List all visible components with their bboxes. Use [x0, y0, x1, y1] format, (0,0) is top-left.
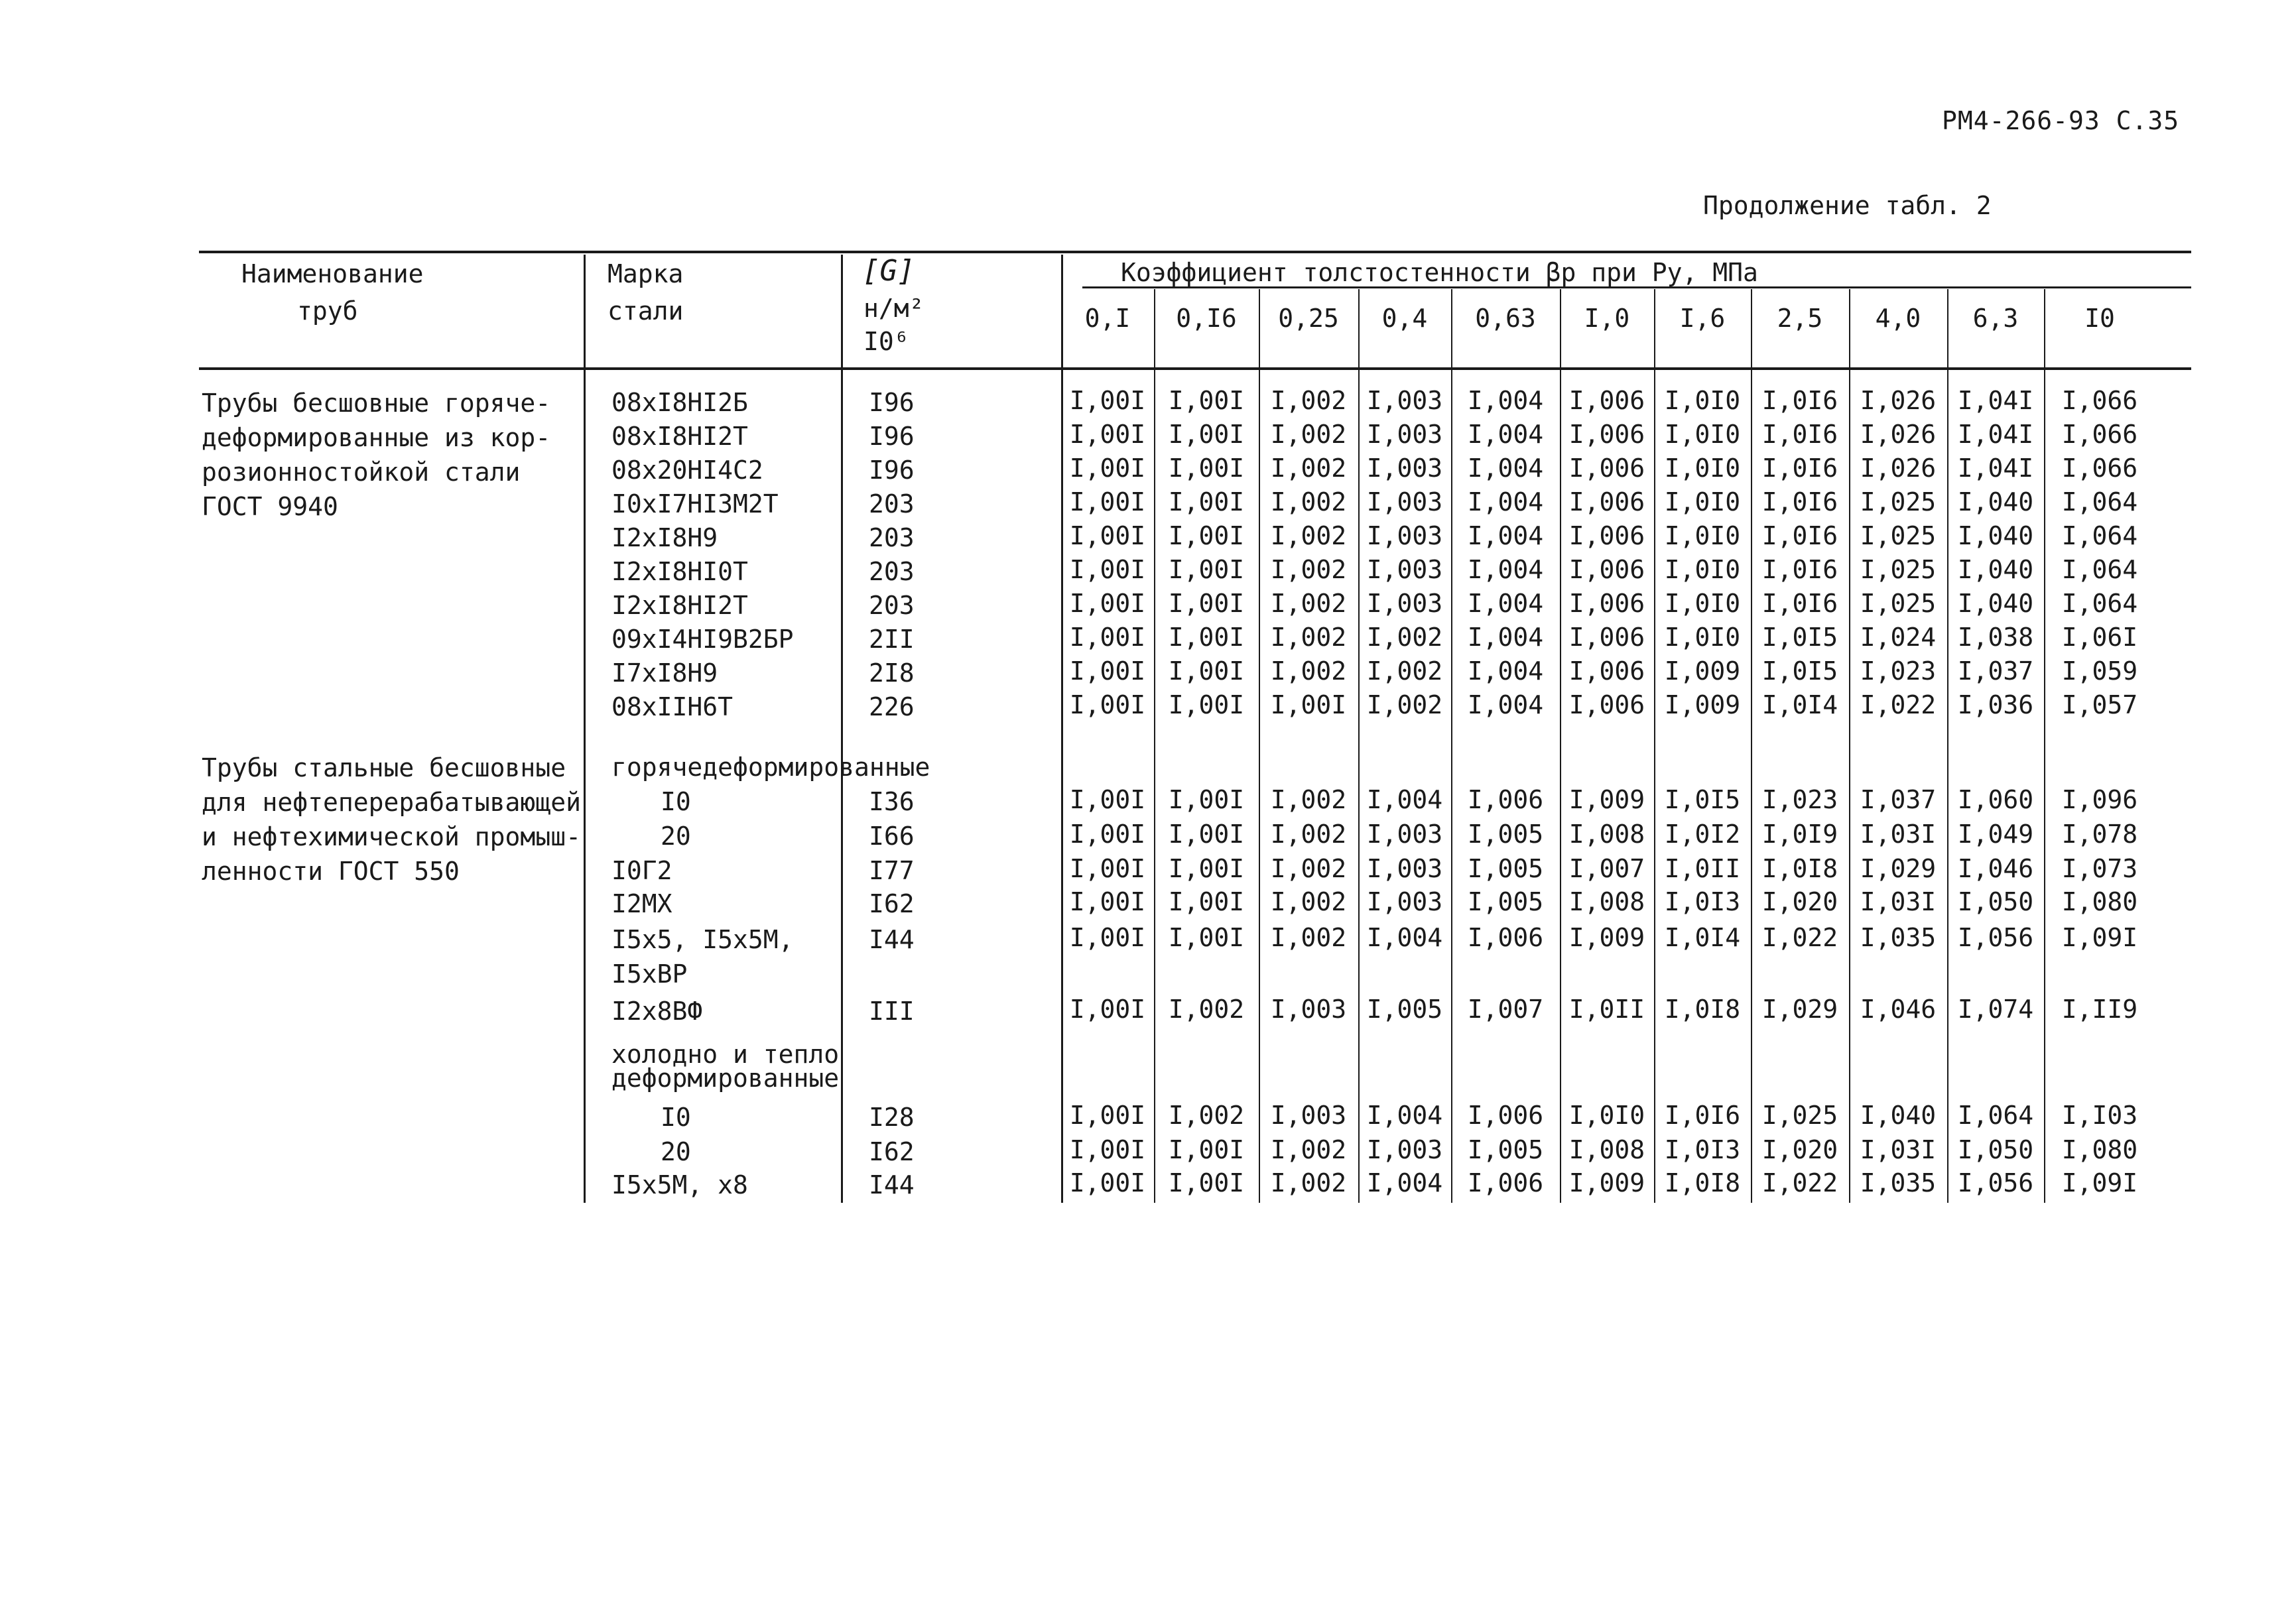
coefficient-cell: I,00I	[1168, 820, 1245, 849]
coefficient-cell: I,064	[2061, 555, 2138, 584]
coefficient-cell: I,066	[2061, 420, 2138, 449]
coefficient-cell: I,00I	[1168, 854, 1245, 883]
coefficient-cell: I,00I	[1168, 656, 1245, 686]
coefficient-cell: I,003	[1270, 995, 1347, 1024]
coefficient-cell: I,035	[1860, 1168, 1937, 1198]
coefficient-cell: I,004	[1366, 1168, 1443, 1198]
header-coefficient-title: Коэффициент толстостенности βр при Ру, МПа	[1121, 258, 1758, 287]
coefficient-cell: I,0I6	[1761, 454, 1838, 483]
coefficient-cell: I,04I	[1957, 386, 2034, 415]
coefficient-cell: I,04I	[1957, 454, 2034, 483]
steel-grade: I2х8ВФ	[611, 997, 703, 1026]
coefficient-cell: I,040	[1957, 487, 2034, 517]
coefficient-cell: I,009	[1568, 785, 1645, 814]
coefficient-cell: I,003	[1366, 420, 1443, 449]
allowable-stress: 203	[869, 591, 915, 620]
allowable-stress: I44	[869, 925, 915, 954]
coefficient-cell: I,002	[1366, 623, 1443, 652]
steel-grade: I0	[661, 1103, 691, 1132]
coefficient-cell: I,00I	[1069, 656, 1146, 686]
coefficient-cell: I,080	[2061, 1135, 2138, 1164]
coefficient-cell: I,005	[1467, 854, 1544, 883]
coefficient-cell: I,004	[1366, 923, 1443, 952]
subgroup-label: деформированные	[611, 1064, 840, 1093]
coefficient-cell: I,026	[1860, 386, 1937, 415]
coefficient-cell: I,003	[1366, 454, 1443, 483]
coefficient-cell: I,009	[1664, 656, 1741, 686]
coefficient-cell: I,064	[2061, 589, 2138, 618]
allowable-stress: 2I8	[869, 658, 915, 688]
coefficient-cell: I,00I	[1270, 690, 1347, 719]
steel-grade: I7хI8Н9	[611, 658, 718, 688]
steel-grade: I5х5М, х8	[611, 1170, 748, 1199]
steel-grade: I2хI8НI2Т	[611, 591, 748, 620]
table-continuation-caption: Продолжение табл. 2	[1703, 191, 1992, 220]
coefficient-cell: I,046	[1860, 995, 1937, 1024]
coefficient-cell: I,0I6	[1664, 1101, 1741, 1130]
coefficient-cell: I,002	[1168, 995, 1245, 1024]
coefficient-cell: I,003	[1366, 820, 1443, 849]
coefficient-cell: I,008	[1568, 820, 1645, 849]
coefficient-cell: I,003	[1270, 1101, 1347, 1130]
coefficient-cell: I,002	[1270, 555, 1347, 584]
header-pressure-value: 4,0	[1875, 304, 1921, 333]
coefficient-cell: I,006	[1568, 420, 1645, 449]
coefficient-cell: I,002	[1270, 887, 1347, 916]
coefficient-cell: I,00I	[1168, 589, 1245, 618]
coefficient-cell: I,059	[2061, 656, 2138, 686]
coefficient-cell: I,009	[1568, 1168, 1645, 1198]
coefficient-cell: I,050	[1957, 1135, 2034, 1164]
header-steel-line: стали	[607, 296, 684, 326]
coefficient-cell: I,022	[1761, 1168, 1838, 1198]
coefficient-cell: I,004	[1467, 420, 1544, 449]
coefficient-cell: I,00I	[1069, 923, 1146, 952]
coefficient-cell: I,006	[1568, 690, 1645, 719]
coefficient-cell: I,006	[1467, 785, 1544, 814]
coefficient-cell: I,0I6	[1761, 521, 1838, 550]
coefficient-cell: I,00I	[1069, 420, 1146, 449]
coefficient-cell: I,0I6	[1761, 589, 1838, 618]
coefficient-cell: I,0I6	[1761, 555, 1838, 584]
coefficient-cell: I,006	[1467, 1101, 1544, 1130]
coefficient-cell: I,025	[1860, 521, 1937, 550]
coefficient-cell: I,023	[1860, 656, 1937, 686]
coefficient-cell: I,03I	[1860, 820, 1937, 849]
coefficient-cell: I,00I	[1069, 555, 1146, 584]
coefficient-cell: I,03I	[1860, 1135, 1937, 1164]
coefficient-cell: I,0I4	[1664, 923, 1741, 952]
coefficient-cell: I,00I	[1069, 386, 1146, 415]
coefficient-cell: I,0I5	[1664, 785, 1741, 814]
coefficient-cell: I,006	[1568, 656, 1645, 686]
coefficient-cell: I,00I	[1168, 1168, 1245, 1198]
header-sigma-symbol: [G]	[862, 254, 915, 288]
coefficient-cell: I,00I	[1168, 785, 1245, 814]
coefficient-cell: I,09I	[2061, 923, 2138, 952]
coefficient-cell: I,0I5	[1761, 623, 1838, 652]
coefficient-cell: I,002	[1270, 454, 1347, 483]
coefficient-cell: I,056	[1957, 1168, 2034, 1198]
coefficient-cell: I,003	[1366, 1135, 1443, 1164]
allowable-stress: 2II	[869, 625, 915, 654]
header-steel-line: Марка	[607, 259, 684, 288]
coefficient-cell: I,00I	[1168, 923, 1245, 952]
coefficient-cell: I,004	[1467, 656, 1544, 686]
coefficient-cell: I,005	[1467, 887, 1544, 916]
coefficient-cell: I,06I	[2061, 623, 2138, 652]
header-pressure-value: I,6	[1679, 304, 1726, 333]
coefficient-cell: I,002	[1270, 1135, 1347, 1164]
coefficient-cell: I,024	[1860, 623, 1937, 652]
header-pressure-value: I,0	[1584, 304, 1630, 333]
header-sigma-scale: I0⁶	[863, 327, 909, 356]
coefficient-cell: I,006	[1568, 623, 1645, 652]
steel-grade: 08хI8НI2Б	[611, 388, 748, 417]
coefficient-cell: I,003	[1366, 555, 1443, 584]
coefficient-cell: I,00I	[1069, 887, 1146, 916]
coefficient-cell: I,036	[1957, 690, 2034, 719]
coefficient-cell: I,003	[1366, 887, 1443, 916]
coefficient-cell: I,080	[2061, 887, 2138, 916]
coefficient-cell: I,022	[1761, 923, 1838, 952]
coefficient-cell: I,002	[1270, 656, 1347, 686]
coefficient-cell: I,002	[1270, 589, 1347, 618]
header-pressure-value: 6,3	[1972, 304, 2019, 333]
steel-grade: 08хI8НI2Т	[611, 422, 748, 451]
coefficient-cell: I,09I	[2061, 1168, 2138, 1198]
coefficient-cell: I,004	[1467, 487, 1544, 517]
coefficient-cell: I,00I	[1069, 820, 1146, 849]
coefficient-cell: I,0I0	[1664, 555, 1741, 584]
steel-grade: 20	[661, 1137, 691, 1166]
coefficient-cell: I,00I	[1069, 854, 1146, 883]
coefficient-cell: I,0I0	[1664, 420, 1741, 449]
allowable-stress: I77	[869, 856, 915, 885]
coefficient-cell: I,0I6	[1761, 487, 1838, 517]
coefficient-cell: I,022	[1860, 690, 1937, 719]
coefficient-cell: I,00I	[1069, 487, 1146, 517]
header-pressure-value: 0,I	[1084, 304, 1131, 333]
allowable-stress: 203	[869, 489, 915, 519]
coefficient-cell: I,006	[1568, 589, 1645, 618]
coefficient-cell: I,00I	[1168, 386, 1245, 415]
group-name-line: Трубы бесшовные горяче-	[202, 389, 551, 418]
subgroup-label: холодно и тепло	[611, 1040, 840, 1069]
coefficient-cell: I,007	[1568, 854, 1645, 883]
coefficient-cell: I,04I	[1957, 420, 2034, 449]
allowable-stress: I62	[869, 1137, 915, 1166]
coefficient-cell: I,0I0	[1664, 454, 1741, 483]
group-name-line: ГОСТ 9940	[202, 492, 338, 521]
coefficient-cell: I,029	[1761, 995, 1838, 1024]
coefficient-cell: I,004	[1467, 690, 1544, 719]
coefficient-cell: I,00I	[1069, 690, 1146, 719]
allowable-stress: III	[869, 997, 915, 1026]
coefficient-cell: I,004	[1467, 521, 1544, 550]
coefficient-cell: I,004	[1467, 386, 1544, 415]
coefficient-cell: I,004	[1467, 454, 1544, 483]
coefficient-cell: I,00I	[1168, 555, 1245, 584]
coefficient-cell: I,002	[1270, 820, 1347, 849]
coefficient-cell: I,004	[1467, 589, 1544, 618]
coefficient-cell: I,0I5	[1761, 656, 1838, 686]
table-column-rule	[841, 255, 843, 1203]
steel-grade: I0хI7НI3М2Т	[611, 489, 779, 519]
coefficient-cell: I,002	[1366, 690, 1443, 719]
coefficient-cell: I,004	[1366, 785, 1443, 814]
coefficient-cell: I,003	[1366, 854, 1443, 883]
coefficient-cell: I,023	[1761, 785, 1838, 814]
steel-grade: I0	[661, 787, 691, 816]
coefficient-cell: I,0I0	[1664, 623, 1741, 652]
coefficient-cell: I,025	[1860, 487, 1937, 517]
coefficient-cell: I,029	[1860, 854, 1937, 883]
steel-grade: I5хВР	[611, 959, 688, 989]
group-name-line: Трубы стальные бесшовные	[202, 753, 566, 782]
steel-grade: 08х20НI4С2	[611, 456, 763, 485]
coefficient-cell: I,066	[2061, 454, 2138, 483]
coefficient-cell: I,040	[1957, 521, 2034, 550]
coefficient-cell: I,026	[1860, 454, 1937, 483]
coefficient-cell: I,035	[1860, 923, 1937, 952]
coefficient-cell: I,002	[1270, 1168, 1347, 1198]
coefficient-cell: I,003	[1366, 589, 1443, 618]
coefficient-cell: I,002	[1270, 923, 1347, 952]
coefficient-cell: I,006	[1568, 386, 1645, 415]
coefficient-cell: I,008	[1568, 1135, 1645, 1164]
coefficient-cell: I,0II	[1568, 995, 1645, 1024]
header-sigma-unit: н/м²	[863, 294, 925, 323]
coefficient-cell: I,00I	[1069, 589, 1146, 618]
steel-grade: I5х5, I5х5М,	[611, 925, 794, 954]
coefficient-cell: I,0I9	[1761, 820, 1838, 849]
coefficient-cell: I,096	[2061, 785, 2138, 814]
group-name-line: розионностойкой стали	[202, 458, 521, 487]
coefficient-cell: I,II9	[2061, 995, 2138, 1024]
coefficient-cell: I,00I	[1168, 887, 1245, 916]
coefficient-cell: I,037	[1957, 656, 2034, 686]
coefficient-cell: I,057	[2061, 690, 2138, 719]
steel-grade: 08хIIН6Т	[611, 692, 733, 721]
coefficient-cell: I,00I	[1069, 785, 1146, 814]
coefficient-cell: I,00I	[1168, 1135, 1245, 1164]
steel-grade: I2МХ	[611, 889, 672, 918]
coefficient-cell: I,074	[1957, 995, 2034, 1024]
coefficient-cell: I,0I8	[1664, 995, 1741, 1024]
coefficient-cell: I,003	[1366, 521, 1443, 550]
coefficient-cell: I,006	[1467, 923, 1544, 952]
coefficient-cell: I,00I	[1069, 1101, 1146, 1130]
coefficient-cell: I,005	[1366, 995, 1443, 1024]
coefficient-cell: I,0I0	[1568, 1101, 1645, 1130]
coefficient-cell: I,066	[2061, 386, 2138, 415]
allowable-stress: 203	[869, 523, 915, 552]
coefficient-cell: I,0I0	[1664, 487, 1741, 517]
coefficient-cell: I,073	[2061, 854, 2138, 883]
coefficient-cell: I,0I0	[1664, 589, 1741, 618]
coefficient-cell: I,009	[1568, 923, 1645, 952]
coefficient-cell: I,005	[1467, 1135, 1544, 1164]
coefficient-cell: I,0I0	[1664, 521, 1741, 550]
header-pressure-value: 0,4	[1381, 304, 1428, 333]
allowable-stress: I44	[869, 1170, 915, 1199]
allowable-stress: I28	[869, 1103, 915, 1132]
coefficient-cell: I,009	[1664, 690, 1741, 719]
coefficient-cell: I,00I	[1168, 420, 1245, 449]
allowable-stress: I66	[869, 822, 915, 851]
header-pressure-value: 2,5	[1777, 304, 1823, 333]
coefficient-cell: I,004	[1467, 555, 1544, 584]
coefficient-cell: I,00I	[1069, 521, 1146, 550]
coefficient-cell: I,00I	[1168, 487, 1245, 517]
group-name-line: и нефтехимической промыш-	[202, 822, 581, 851]
coefficient-cell: I,002	[1168, 1101, 1245, 1130]
coefficient-cell: I,025	[1860, 589, 1937, 618]
header-name-line: Наименование	[241, 259, 424, 288]
coefficient-cell: I,008	[1568, 887, 1645, 916]
coefficient-cell: I,002	[1270, 623, 1347, 652]
header-name-line: труб	[297, 296, 358, 326]
coefficient-cell: I,002	[1270, 521, 1347, 550]
allowable-stress: I36	[869, 787, 915, 816]
group-name-line: для нефтеперерабатывающей	[202, 788, 581, 817]
coefficient-cell: I,064	[2061, 487, 2138, 517]
coefficient-cell: I,006	[1568, 521, 1645, 550]
steel-grade: 20	[661, 822, 691, 851]
document-code: РМ4-266-93 С.35	[1942, 106, 2180, 135]
coefficient-cell: I,049	[1957, 820, 2034, 849]
steel-grade: 09хI4НI9В2БР	[611, 625, 794, 654]
coefficient-cell: I,00I	[1069, 623, 1146, 652]
coefficient-cell: I,00I	[1069, 995, 1146, 1024]
coefficient-cell: I,060	[1957, 785, 2034, 814]
coefficient-cell: I,078	[2061, 820, 2138, 849]
steel-grade: I2хI8НI0Т	[611, 557, 748, 586]
coefficient-cell: I,004	[1366, 1101, 1443, 1130]
coefficient-cell: I,037	[1860, 785, 1937, 814]
coefficient-cell: I,0I8	[1664, 1168, 1741, 1198]
table-header-bottom-rule	[199, 367, 2191, 370]
coefficient-cell: I,007	[1467, 995, 1544, 1024]
coefficient-cell: I,006	[1467, 1168, 1544, 1198]
coefficient-cell: I,020	[1761, 887, 1838, 916]
coefficient-cell: I,026	[1860, 420, 1937, 449]
coefficient-cell: I,025	[1761, 1101, 1838, 1130]
header-pressure-value: 0,63	[1475, 304, 1536, 333]
coefficient-cell: I,03I	[1860, 887, 1937, 916]
subgroup-label: горячедеформированные	[611, 753, 930, 782]
coefficient-cell: I,0I6	[1761, 386, 1838, 415]
allowable-stress: 203	[869, 557, 915, 586]
coefficient-cell: I,0I6	[1761, 420, 1838, 449]
coefficient-cell: I,025	[1860, 555, 1937, 584]
coefficient-cell: I,0I2	[1664, 820, 1741, 849]
allowable-stress: 226	[869, 692, 915, 721]
coefficient-cell: I,00I	[1168, 623, 1245, 652]
coefficient-cell: I,040	[1957, 589, 2034, 618]
coefficient-cell: I,006	[1568, 454, 1645, 483]
coefficient-cell: I,002	[1366, 656, 1443, 686]
header-pressure-value: 0,25	[1278, 304, 1339, 333]
group-name-line: деформированные из кор-	[202, 423, 551, 452]
coefficient-cell: I,00I	[1168, 521, 1245, 550]
coefficient-cell: I,056	[1957, 923, 2034, 952]
coefficient-cell: I,003	[1366, 386, 1443, 415]
coefficient-cell: I,020	[1761, 1135, 1838, 1164]
coefficient-cell: I,0I0	[1664, 386, 1741, 415]
coefficient-cell: I,00I	[1168, 690, 1245, 719]
coefficient-cell: I,005	[1467, 820, 1544, 849]
coefficient-cell: I,00I	[1168, 454, 1245, 483]
coefficient-cell: I,040	[1957, 555, 2034, 584]
coefficient-cell: I,050	[1957, 887, 2034, 916]
coefficient-cell: I,00I	[1069, 1135, 1146, 1164]
coefficient-cell: I,040	[1860, 1101, 1937, 1130]
group-name-line: ленности ГОСТ 550	[202, 857, 460, 886]
allowable-stress: I96	[869, 456, 915, 485]
coefficient-cell: I,004	[1467, 623, 1544, 652]
coefficient-cell: I,038	[1957, 623, 2034, 652]
coefficient-cell: I,0I4	[1761, 690, 1838, 719]
coefficient-cell: I,002	[1270, 420, 1347, 449]
coefficient-cell: I,00I	[1069, 1168, 1146, 1198]
coefficient-cell: I,0I8	[1761, 854, 1838, 883]
coefficient-cell: I,002	[1270, 854, 1347, 883]
table-top-rule	[199, 251, 2191, 253]
allowable-stress: I96	[869, 422, 915, 451]
coefficient-cell: I,I03	[2061, 1101, 2138, 1130]
coefficient-cell: I,003	[1366, 487, 1443, 517]
coefficient-cell: I,064	[1957, 1101, 2034, 1130]
header-pressure-value: 0,I6	[1176, 304, 1237, 333]
coefficient-cell: I,002	[1270, 785, 1347, 814]
allowable-stress: I62	[869, 889, 915, 918]
coefficient-cell: I,046	[1957, 854, 2034, 883]
steel-grade: I2хI8Н9	[611, 523, 718, 552]
header-pressure-value: I0	[2084, 304, 2115, 333]
steel-grade: I0Г2	[611, 856, 672, 885]
coefficient-cell: I,064	[2061, 521, 2138, 550]
coefficient-cell: I,006	[1568, 487, 1645, 517]
coefficient-cell: I,006	[1568, 555, 1645, 584]
coefficient-cell: I,002	[1270, 386, 1347, 415]
coefficient-cell: I,0I3	[1664, 1135, 1741, 1164]
table-column-rule	[584, 255, 586, 1203]
coefficient-cell: I,00I	[1069, 454, 1146, 483]
coefficient-cell: I,0I3	[1664, 887, 1741, 916]
coefficient-cell: I,0II	[1664, 854, 1741, 883]
allowable-stress: I96	[869, 388, 915, 417]
coefficient-cell: I,002	[1270, 487, 1347, 517]
